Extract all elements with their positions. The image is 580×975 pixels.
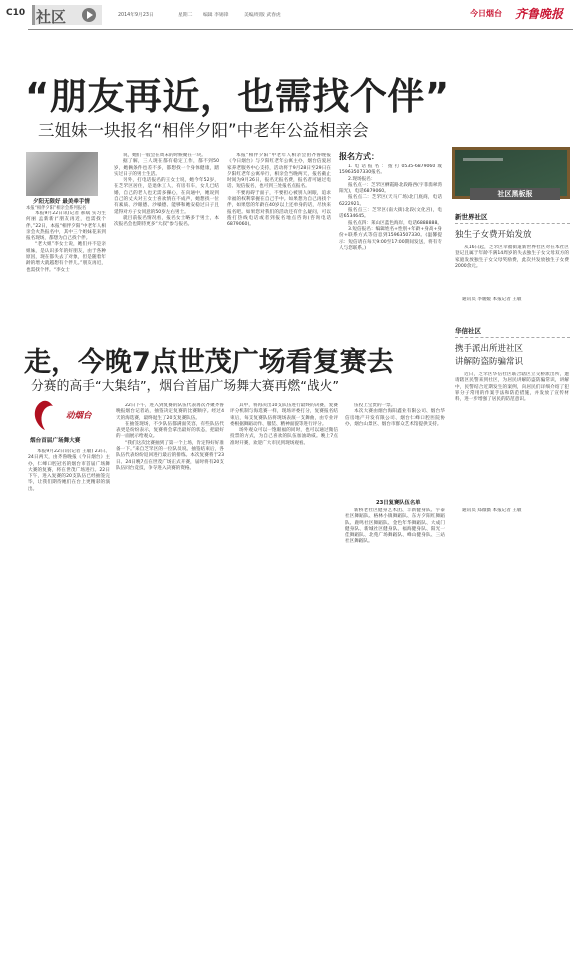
board-item2-headline-line1: 携手派出所进社区 <box>455 344 524 354</box>
logo-subtitle: 烟台首届广场舞大赛 <box>30 438 81 444</box>
section-title: 社区 <box>36 8 67 26</box>
board-item1-org: 新世界社区 <box>455 213 488 221</box>
header-rule <box>28 29 573 30</box>
story1-column-2 <box>114 153 219 323</box>
board-item2-org: 华信社区 <box>455 327 481 335</box>
paragraph: 本报9月22日讯(记者 郝斌 实习生 何丽 孟新新)“朋友再近，也需找个伴。”22日，本报“相伴夕阳”中老年人相亲会火热报名中，其中三个姐妹花来到报名现场，都想为自己找个伴。 <box>26 211 106 242</box>
board-item2-headline-line2: 讲解防盗防骗常识 <box>455 357 524 367</box>
paragraph: 近日，芝罘区华信社区联合辖区立交桥派出所，邀请辖区民警来到社区，为居民讲解防盗防骗常识，讲解中，民警结合近期发生的案例，向居民们详细介绍了犯罪分子常用的作案手法和防范措施，并发放了宣传材料，进一步增强了居民的防范意识。 <box>455 372 569 403</box>
paragraph: 22日下午，进入到复赛的队伍代表再次齐聚齐鲁晚报烟台记者站，抽签决定复赛的比赛顺序。经过4天的海选赛，最终诞生了20支复赛队伍。 <box>116 403 224 421</box>
story1-column-1 <box>26 211 106 323</box>
paragraph: 场外观众可以一饱眼福的同时，也可以通过微信投票的方式，为自己喜欢的队伍加油助威。晚上7点准时开赛，欢迎广大市民到现场观看。 <box>230 428 338 446</box>
paragraph: 3.短信报名：编辑姓名+性别+年龄+身高+身份+联系方式等信息到15963507330。(温馨提示：短信请在每天9:00至17:00期间发送，将有专人与您联系。) <box>339 226 442 251</box>
board-item1-credit: 通讯员 李媛媛 本报记者 王敏 <box>462 297 522 302</box>
paragraph: 本次大赛由烟台海阳鑫业有限公司、烟台华信房地产开发有限公司、烟台仁峰口腔医院协办，烟台山景区、烟台市群众艺术馆提供支持。 <box>345 409 445 427</box>
board-item2-credit: 通讯员 郑薇薇 本报记者 王敏 <box>462 508 522 513</box>
story2-column-1 <box>28 449 110 549</box>
paragraph: 据了解，三人现在都有稳定工作，都不到50岁，她俩条件也差不多，都想找一个身体健康，踏实过日子的男士生活。 <box>114 159 219 177</box>
signup-methods-title: 报名方式： <box>339 152 379 161</box>
page-number: C10 <box>6 8 26 18</box>
story1-column-4 <box>339 164 442 323</box>
paragraph: 报名点三：芝罘区(南大街)北段(文化宫)，电话6534645。 <box>339 208 442 220</box>
divider <box>455 337 570 338</box>
paragraph: 伍投上宝贵的一票。 <box>354 403 396 408</box>
paragraph: 从16日起，芝罘区幸福街道新世界社区对在本社区登记且属于年龄不满14周岁的失去独生子女父母双方的家庭发放独生子女父母奖励费，此次共发放独生子女费2000余元。 <box>455 245 569 269</box>
paragraph: “我们这次比赛抽到了第一个上场，肯定得好好准备一下。”来自芝罘区的一位队员说。抽签结束后，各队伍代表纷纷返回进行最后的排练。本次复赛将于23日、24日晚7点在世茂广场正式开赛，届时将有20支队伍同台竞技，争夺进入决赛的资格。 <box>116 440 224 471</box>
arrow-right-icon <box>82 8 96 22</box>
paragraph: 就目前报名情况看，报名女士略多于男士，本次报名会也期待更多“大叔”参与报名。 <box>114 215 219 228</box>
paragraph: 报名点四：莱山区蓝色海岸，电话6888888。 <box>348 220 442 226</box>
logo-wordmark: 动烟台 <box>66 411 92 421</box>
paragraph: 不要再碍于面子，不要担心被别人闲眼，追求幸福的权利掌握在自己手中。如果想为自己再找个伴，如果您的年龄在40岁以上还单身的话，尽快来报名吧。如果您对我们的活动还有什么疑问，可以拨打热线电话或者到报名地点咨询(咨询电话6879060)。 <box>227 190 331 228</box>
editor-credit: 编辑 李锡锋 <box>203 13 229 18</box>
brand-jinri-yantai: 今日烟台 <box>470 9 502 18</box>
brand-qilu-evening: 齐鲁晚报 <box>515 7 564 21</box>
paragraph: 报名点一：芝罘区栖霞路北段路西(宇菲翡翠湾阳光)，电话6879060。 <box>339 182 442 195</box>
story2-column-2 <box>116 403 224 549</box>
paragraph: 其中，将再决出10支队伍进行最终的决赛，复赛评分机制与海选赛一样，现场评委打分，复赛报名结束后，每支复赛队伍将现场表演一支舞曲，由专业评委根据舞蹈动作、服装、精神面貌等进行评分。 <box>230 403 338 427</box>
rematch-team-list <box>345 508 445 549</box>
paragraph: 本报9月22日讯(记者 王敏) 23日、24日两天，由齐鲁晚报《今日烟台》主办，仁峰口腔冠名的烟台市首届广场舞大赛的复赛，将在世茂广场进行。22日下午，进入复赛的20支队伍已经抽签完毕，让我们期待她们在台上更精彩的演出。 <box>28 449 110 492</box>
paragraph: 在抽签现场，不少队伍都满面笑容，有些队伍代表更是纷纷表示，复赛将会拿出最好的状态，把最好的一面展示给观众。 <box>116 421 224 440</box>
board-item2-body <box>455 372 569 504</box>
paragraph: 本报“相伴夕阳”中老年人相亲会由齐鲁晚报《今日烟台》与夕阳红老年公寓主办，烟台信爱居家养老服务中心支持，活动将于9月28日至29日在夕阳红老年公寓举行，相亲会当晚两天，报名截止时间为9月26日，报名无报名费，报名者可通过电话、短信报名，也可到三处报名点报名。 <box>227 153 331 190</box>
divider <box>455 223 570 224</box>
paragraph: 新桥老社区健身艺术团、丰新健身队、宇泰社区舞蹈队、格林小镇舞蹈队、东方夕阳红舞蹈队、鹿鸣社区舞蹈队、金色年华舞蹈队、大成门健身队、新城社区健身队、福海健身队、阳光一佳舞蹈队、北苑广场舞蹈队、峰山健身队、三站社区舞蹈队。 <box>345 508 445 545</box>
issue-weekday: 星期二 <box>178 13 193 18</box>
paragraph: 1.电话报名：拨打0535-6879060或15963507330报名。 <box>339 164 442 176</box>
story1-subhead: 三姐妹一块报名“相伴夕阳”中老年公益相亲会 <box>38 121 369 140</box>
story2-subhead: 分赛的高手“大集结”，烟台首届广场舞大赛再燃“战火” <box>31 379 340 394</box>
paragraph: 说，她们一般会在周末的时候聚在一块。 <box>123 153 206 158</box>
board-item1-headline: 独生子女费开始发放 <box>455 230 532 240</box>
paragraph: 另外，打电话报名的王女士说，她今年52岁，在芝罘区居住，是退休工人，有房有车，女儿已结婚，自己的老人也无需多操心，在向通中，她说到自己的丈夫对王女士喜欢情在不成声，她想找一位有素质、沙眼德、沙嗓德、能够和她安稳过日子且延得对方子女同意的50岁左右男士。 <box>114 178 219 215</box>
story1-photo <box>26 152 98 196</box>
rematch-list-title: 23日复赛队伍名单 <box>376 500 421 506</box>
paragraph: “老大姐”李女士说，她们并不是亲姐妹，是认识多年的好朋友，由于各种原因，现在都失去了对象，但是随着年龄的增大就越想有个伴儿。”朋友再近，也需找个伴。“李女士 <box>26 242 106 273</box>
dancer-logo-icon <box>30 398 56 432</box>
board-title: 社区黑板报 <box>470 188 560 200</box>
paragraph: 2.现场报名： <box>348 176 376 182</box>
issue-date: 2014年9月23日 <box>118 13 154 18</box>
story2-column-3 <box>230 403 338 549</box>
story1-photo-caption: 夕阳无限好 最美牵手情 <box>33 199 90 205</box>
paragraph: 报名点二：芝罘区(天马广场)北门底商，电话6222921。 <box>339 195 442 207</box>
designer-credit: 美编/组版 武春虎 <box>244 13 281 18</box>
story2-column-4 <box>345 403 445 493</box>
story1-photo-credit: 本报“相伴夕阳”相亲会系列报名 <box>26 206 87 211</box>
story1-column-3 <box>227 153 331 323</box>
story2-headline: 走，今晚7点世茂广场看复赛去 <box>24 347 394 378</box>
board-item1-body <box>455 245 569 295</box>
story1-headline: “朋友再近，也需找个伴” <box>25 75 450 118</box>
